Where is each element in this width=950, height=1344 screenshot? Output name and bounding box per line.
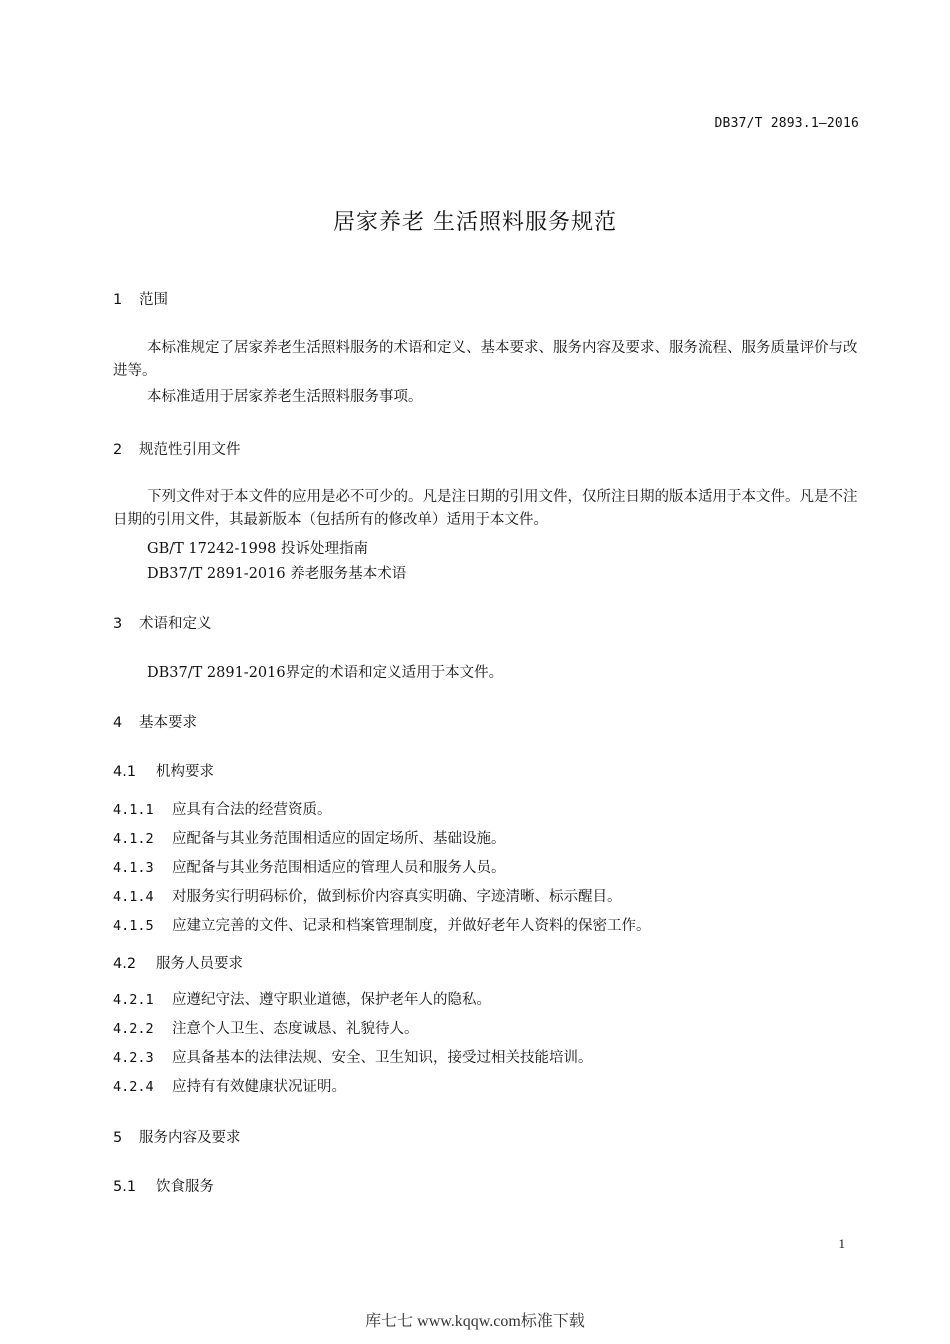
section-number: 5.1	[113, 1179, 137, 1195]
clause-item	[113, 1017, 419, 1038]
section-number: 5	[113, 1130, 123, 1146]
section-1-paragraph-2: 本标准适用于居家养老生活照料服务事项。	[147, 389, 423, 405]
clause-text: 应持有有效健康状况证明。	[172, 1079, 346, 1095]
section-1-paragraph-1: 本标准规定了居家养老生活照料服务的术语和定义、基本要求、服务内容及要求、服务流程、服务质量评价与改进等。	[113, 340, 858, 379]
section-title: 术语和定义	[139, 616, 212, 632]
section-4-heading	[113, 711, 197, 732]
section-title: 饮食服务	[156, 1179, 214, 1195]
clause-text: 应建立完善的文件、记录和档案管理制度，并做好老年人资料的保密工作。	[172, 918, 651, 934]
clause-number: 4.1.2	[113, 831, 154, 847]
normative-reference: DB37/T 2891-2016 养老服务基本术语	[147, 566, 407, 582]
section-number: 4	[113, 715, 123, 731]
clause-text: 对服务实行明码标价，做到标价内容真实明确、字迹清晰、标示醒目。	[172, 889, 622, 905]
section-1-heading	[113, 288, 168, 309]
section-4-2-heading	[113, 952, 243, 973]
clause-item	[113, 1075, 346, 1096]
clause-item	[113, 827, 506, 848]
section-3-heading	[113, 612, 212, 633]
section-2-paragraph-1: 下列文件对于本文件的应用是必不可少的。凡是注日期的引用文件，仅所注日期的版本适用于本文件。凡是不注日期的引用文件，其最新版本（包括所有的修改单）适用于本文件。	[113, 489, 858, 528]
clause-number: 4.2.2	[113, 1021, 154, 1037]
clause-text: 应遵纪守法、遵守职业道德，保护老年人的隐私。	[172, 992, 491, 1008]
clause-text: 注意个人卫生、态度诚恳、礼貌待人。	[172, 1021, 419, 1037]
section-number: 3	[113, 616, 123, 632]
section-title: 机构要求	[156, 764, 214, 780]
clause-text: 应配备与其业务范围相适应的固定场所、基础设施。	[172, 831, 506, 847]
section-title: 范围	[139, 292, 168, 308]
clause-number: 4.1.4	[113, 889, 154, 905]
clause-item	[113, 914, 651, 935]
document-code: DB37/T 2893.1—2016	[714, 116, 859, 131]
section-5-heading	[113, 1126, 241, 1147]
clause-item	[113, 885, 622, 906]
clause-number: 4.2.1	[113, 992, 154, 1008]
clause-item	[113, 1046, 593, 1067]
page-number: 1	[838, 1236, 845, 1251]
section-title: 规范性引用文件	[139, 442, 241, 458]
clause-number: 4.1.1	[113, 802, 154, 818]
clause-number: 4.1.5	[113, 918, 154, 934]
section-number: 1	[113, 292, 123, 308]
section-title: 服务内容及要求	[139, 1130, 241, 1146]
clause-number: 4.2.3	[113, 1050, 154, 1066]
document-title: 居家养老 生活照料服务规范	[333, 210, 617, 235]
section-2-heading	[113, 438, 241, 459]
section-number: 4.2	[113, 956, 137, 972]
footer-watermark-text: 库七七 www.kqqw.com标准下载	[365, 1313, 585, 1330]
section-5-1-heading	[113, 1175, 214, 1196]
section-4-1-heading	[113, 760, 214, 781]
clause-item	[113, 988, 491, 1009]
section-3-paragraph-1: DB37/T 2891-2016界定的术语和定义适用于本文件。	[147, 665, 504, 681]
normative-reference: GB/T 17242-1998 投诉处理指南	[147, 541, 368, 557]
clause-text: 应具有合法的经营资质。	[172, 802, 332, 818]
clause-item	[113, 856, 506, 877]
section-number: 2	[113, 442, 123, 458]
clause-number: 4.2.4	[113, 1079, 154, 1095]
clause-text: 应具备基本的法律法规、安全、卫生知识，接受过相关技能培训。	[172, 1050, 593, 1066]
clause-number: 4.1.3	[113, 860, 154, 876]
section-number: 4.1	[113, 764, 137, 780]
section-title: 服务人员要求	[156, 956, 243, 972]
clause-item	[113, 798, 332, 819]
clause-text: 应配备与其业务范围相适应的管理人员和服务人员。	[172, 860, 506, 876]
section-title: 基本要求	[139, 715, 197, 731]
